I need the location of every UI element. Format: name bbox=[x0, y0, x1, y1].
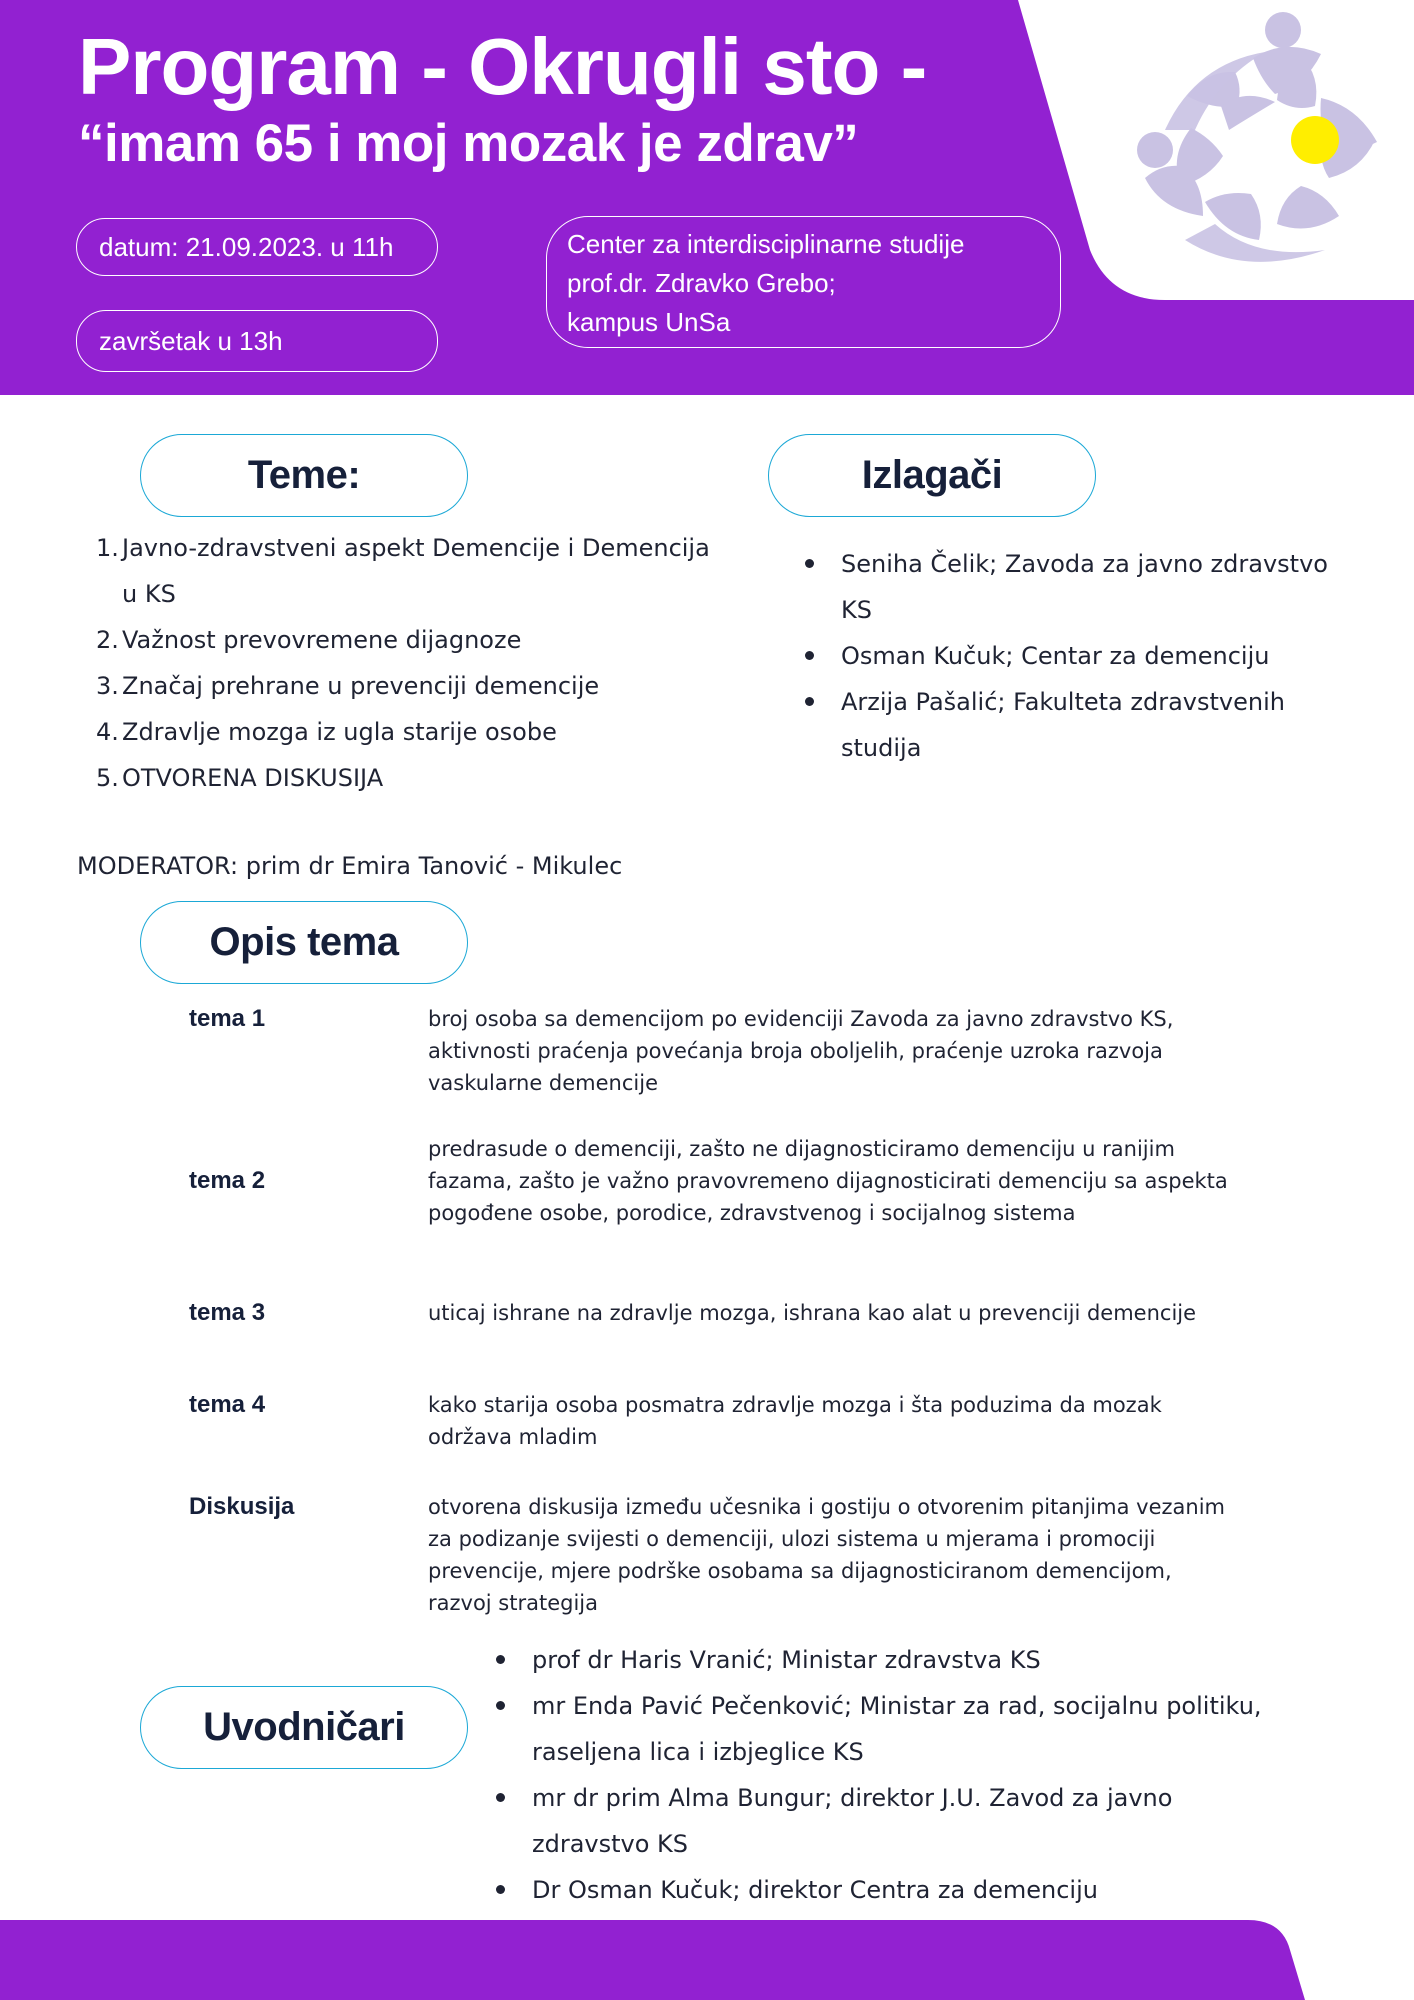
topic-number: 2. bbox=[96, 626, 119, 654]
speaker-item bbox=[805, 633, 1365, 679]
speaker-item bbox=[805, 541, 1365, 633]
topic-number: 4. bbox=[96, 718, 119, 746]
introducer-item bbox=[496, 1683, 1356, 1775]
bullet-dot bbox=[496, 1655, 505, 1664]
description-line: kako starija osoba posmatra zdravlje mozga i šta poduzima da mozak bbox=[428, 1393, 1162, 1417]
speakers-list bbox=[805, 541, 1365, 771]
introducer-item bbox=[496, 1867, 1356, 1913]
speaker-text: Seniha Čelik; Zavoda za javno zdravstvo bbox=[841, 550, 1328, 578]
topic-label: tema 1 bbox=[189, 1005, 266, 1032]
introducer-text: zdravstvo KS bbox=[532, 1830, 689, 1858]
topic-item bbox=[96, 755, 736, 801]
description-line: fazama, zašto je važno pravovremeno dijagnosticirati demenciju sa aspekta bbox=[428, 1169, 1228, 1193]
description-line: uticaj ishrane na zdravlje mozga, ishrana kao alat u prevenciji demencije bbox=[428, 1301, 1197, 1325]
description-line: prevencije, mjere podrške osobama sa dijagnosticiranom demencijom, bbox=[428, 1559, 1172, 1583]
flower-logo bbox=[1125, 10, 1395, 290]
moderator-line: MODERATOR: prim dr Emira Tanović - Mikulec bbox=[77, 852, 623, 880]
topic-text: Važnost prevovremene dijagnoze bbox=[122, 626, 522, 654]
topic-description bbox=[428, 1491, 1298, 1619]
end-time-pill: završetak u 13h bbox=[76, 310, 438, 372]
description-line: vaskularne demencije bbox=[428, 1071, 659, 1095]
bullet-dot bbox=[496, 1793, 505, 1802]
description-line: pogođene osobe, porodice, zdravstvenog i socijalnog sistema bbox=[428, 1201, 1076, 1225]
topic-description bbox=[428, 1003, 1298, 1099]
description-line: za podizanje svijesti o demenciji, ulozi sistema u mjerama i promociji bbox=[428, 1527, 1156, 1551]
page-subtitle: “imam 65 i moj mozak je zdrav” bbox=[78, 114, 859, 173]
topics-list bbox=[96, 525, 736, 801]
topic-label: tema 3 bbox=[189, 1299, 266, 1326]
topic-text: Zdravlje mozga iz ugla starije osobe bbox=[122, 718, 557, 746]
introducer-text: mr Enda Pavić Pečenković; Ministar za rad, socijalnu politiku, bbox=[532, 1692, 1262, 1720]
teme-heading: Teme: bbox=[140, 434, 468, 517]
date-pill: datum: 21.09.2023. u 11h bbox=[76, 218, 438, 276]
topic-label: tema 2 bbox=[189, 1167, 266, 1194]
description-line: broj osoba sa demencijom po evidenciji Zavoda za javno zdravstvo KS, bbox=[428, 1007, 1174, 1031]
topic-number: 3. bbox=[96, 672, 119, 700]
introducer-text: Dr Osman Kučuk; direktor Centra za demenciju bbox=[532, 1876, 1098, 1904]
introducer-text: raseljena lica i izbjeglice KS bbox=[532, 1738, 864, 1766]
bullet-dot bbox=[496, 1885, 505, 1894]
flower-center bbox=[1291, 116, 1339, 164]
bullet-dot bbox=[805, 651, 814, 660]
topic-text: Javno-zdravstveni aspekt Demencije i Demencija bbox=[122, 534, 710, 562]
introducer-item bbox=[496, 1775, 1356, 1867]
speaker-text: Osman Kučuk; Centar za demenciju bbox=[841, 642, 1270, 670]
bullet-dot bbox=[805, 697, 814, 706]
izlagaci-heading: Izlagači bbox=[768, 434, 1096, 517]
description-line: predrasude o demenciji, zašto ne dijagnosticiramo demenciju u ranijim bbox=[428, 1137, 1175, 1161]
introducer-item bbox=[496, 1637, 1356, 1683]
location-pill bbox=[546, 216, 1061, 348]
topic-description bbox=[428, 1297, 1298, 1329]
introducers-list bbox=[496, 1637, 1356, 1913]
topic-text: u KS bbox=[122, 580, 176, 608]
location-line: Center za interdisciplinarne studije bbox=[567, 229, 965, 259]
topic-description bbox=[428, 1133, 1298, 1229]
bullet-dot bbox=[496, 1701, 505, 1710]
speaker-text: Arzija Pašalić; Fakulteta zdravstvenih bbox=[841, 688, 1285, 716]
footer-band bbox=[0, 1920, 1414, 2000]
description-line: održava mladim bbox=[428, 1425, 598, 1449]
location-line: prof.dr. Zdravko Grebo; bbox=[567, 268, 836, 298]
topic-number: 5. bbox=[96, 764, 119, 792]
topic-text: OTVORENA DISKUSIJA bbox=[122, 764, 384, 792]
topic-text: Značaj prehrane u prevenciji demencije bbox=[122, 672, 600, 700]
description-line: aktivnosti praćenja povećanja broja oboljelih, praćenje uzroka razvoja bbox=[428, 1039, 1163, 1063]
opis-tema-heading: Opis tema bbox=[140, 901, 468, 984]
introducer-text: mr dr prim Alma Bungur; direktor J.U. Zavod za javno bbox=[532, 1784, 1173, 1812]
description-line: razvoj strategija bbox=[428, 1591, 599, 1615]
speaker-text: studija bbox=[841, 734, 922, 762]
topic-item bbox=[96, 525, 736, 617]
uvodnicari-heading: Uvodničari bbox=[140, 1686, 468, 1769]
topic-description bbox=[428, 1389, 1298, 1453]
description-line: otvorena diskusija između učesnika i gostiju o otvorenim pitanjima vezanim bbox=[428, 1495, 1225, 1519]
speaker-item bbox=[805, 679, 1365, 771]
location-line: kampus UnSa bbox=[567, 307, 731, 337]
introducer-text: prof dr Haris Vranić; Ministar zdravstva KS bbox=[532, 1646, 1041, 1674]
topic-item bbox=[96, 709, 736, 755]
topic-item bbox=[96, 617, 736, 663]
topic-label: Diskusija bbox=[189, 1493, 295, 1520]
page-title: Program - Okrugli sto - bbox=[78, 22, 927, 111]
topic-item bbox=[96, 663, 736, 709]
topic-label: tema 4 bbox=[189, 1391, 266, 1418]
topic-number: 1. bbox=[96, 534, 119, 562]
bullet-dot bbox=[805, 559, 814, 568]
speaker-text: KS bbox=[841, 596, 872, 624]
